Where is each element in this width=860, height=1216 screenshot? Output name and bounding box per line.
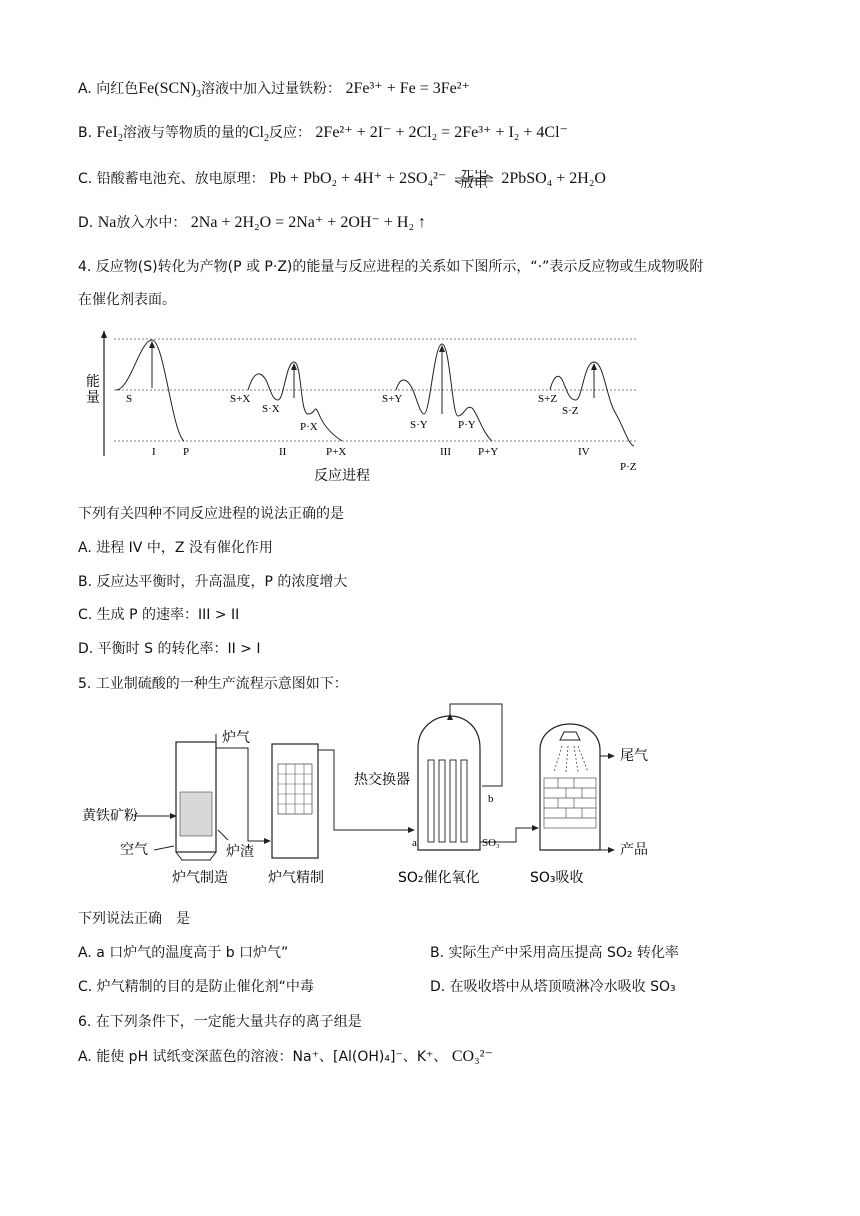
carbonate-ion: CO₃²⁻ [451, 1048, 493, 1065]
label-III: III [440, 446, 451, 458]
q4-option-a: A. 进程 IV 中，Z 没有催化作用 [78, 540, 273, 556]
label-P+Y: P+Y [478, 446, 499, 458]
label-S·X: S·X [262, 403, 280, 415]
stage-furnace-label: 炉气制造 [172, 870, 228, 886]
equation-c-left: Pb + PbO₂ + 4H⁺ + 2SO₄²⁻ [269, 170, 447, 187]
q3-option-d: D. Na放入水中： 2Na + 2H₂O = 2Na⁺ + 2OH⁻ + H₂ ↑ [78, 214, 427, 231]
formula-fei2: FeI$_2$ [96, 124, 123, 145]
label-P: P [183, 446, 190, 458]
equation-a: 2Fe³⁺ + Fe = 3Fe²⁺ [345, 80, 470, 97]
charge-label: 充电 [459, 170, 488, 180]
label-S+X: S+X [230, 393, 251, 405]
label-S: S [126, 393, 133, 405]
heat-exchanger-label: 热交换器 [354, 772, 410, 788]
label-IV: IV [578, 446, 590, 458]
q3-option-b: B. FeI$_2$溶液与等物质的量的$Cl_2$反应： 2Fe²⁺ + 2I⁻ + 2Cl₂ = 2Fe³⁺ + I₂ + 4Cl⁻ [78, 124, 568, 145]
furnace-gas-label: 炉气 [222, 730, 250, 746]
q5-option-d: D. 在吸收塔中从塔顶喷淋冷水吸收 SO₃ [430, 979, 676, 995]
label-S+Z: S+Z [538, 393, 558, 405]
stage-absorb-label: SO₃吸收 [530, 870, 584, 886]
so3-stream-label: SO₃ [482, 837, 500, 849]
tail-gas-label: 尾气 [620, 748, 648, 764]
q5-option-a: A. a 口炉气的温度高于 b 口炉气” [78, 945, 289, 961]
q4-option-b: B. 反应达平衡时，升高温度，P 的浓度增大 [78, 574, 348, 590]
label-S·Z: S·Z [562, 405, 579, 417]
q4-prompt: 下列有关四种不同反应进程的说法正确的是 [78, 506, 344, 522]
q4-stem-line2: 在催化剂表面。 [78, 292, 176, 308]
equation-b: 2Fe²⁺ + 2I⁻ + 2Cl₂ = 2Fe³⁺ + I₂ + 4Cl⁻ [315, 124, 568, 141]
x-axis-label: 反应进程 [314, 468, 370, 484]
pyrite-label: 黄铁矿粉 [82, 808, 138, 824]
energy-profile-figure [80, 322, 650, 491]
q4-option-d: D. 平衡时 S 的转化率：II > I [78, 641, 261, 657]
label-S+Y: S+Y [382, 393, 403, 405]
label-P·Z: P·Z [620, 461, 637, 473]
label-P·Y: P·Y [458, 419, 476, 431]
reversible-arrow [453, 170, 495, 188]
port-b-label: b [488, 793, 494, 805]
q6-stem: 6. 在下列条件下，一定能大量共存的离子组是 [78, 1014, 362, 1030]
label-P·X: P·X [300, 421, 318, 433]
formula-fescn3: $Fe(SCN)_3$ [138, 80, 202, 101]
q5-option-c: C. 炉气精制的目的是防止催化剂“中毒 [78, 979, 314, 995]
q6-option-a: A. 能使 pH 试纸变深蓝色的溶液：Na⁺、[Al(OH)₄]⁻、K⁺、 CO₃²⁻ [78, 1048, 493, 1065]
stage-purify-label: 炉气精制 [268, 870, 324, 886]
slag-label: 炉渣 [226, 844, 254, 860]
q5-option-b: B. 实际生产中采用高压提高 SO₂ 转化率 [430, 945, 679, 961]
q3-option-c: C. 铅酸蓄电池充、放电原理： Pb + PbO₂ + 4H⁺ + 2SO₄²⁻ 充电 放电 2PbSO₄ + 2H₂O [78, 168, 606, 188]
stage-catalytic-label: SO₂催化氧化 [398, 870, 480, 886]
air-label: 空气 [120, 842, 148, 858]
q4-stem-line1: 4. 反应物(S)转化为产物(P 或 P·Z)的能量与反应进程的关系如下图所示，“·”表示反应物或生成物吸附 [78, 259, 704, 275]
q5-stem: 5. 工业制硫酸的一种生产流程示意图如下： [78, 676, 348, 692]
q5-prompt: 下列说法正确 是 [78, 911, 190, 927]
y-label-2: 量 [86, 390, 100, 406]
y-label-1: 能 [86, 374, 100, 390]
label-S·Y: S·Y [410, 419, 428, 431]
q3-option-a: A. 向红色$Fe(SCN)_3$溶液中加入过量铁粉： 2Fe³⁺ + Fe = 3Fe²⁺ [78, 80, 470, 101]
discharge-label: 放电 [459, 176, 488, 188]
formula-cl2: $Cl_2$ [248, 124, 269, 145]
product-label: 产品 [620, 842, 648, 858]
sulfuric-acid-process-figure [78, 700, 678, 900]
q4-option-c: C. 生成 P 的速率：III > II [78, 607, 240, 623]
port-a-label: a [412, 837, 417, 849]
label-P+X: P+X [326, 446, 347, 458]
label-I: I [152, 446, 156, 458]
equation-d: 2Na + 2H₂O = 2Na⁺ + 2OH⁻ + H₂ ↑ [190, 214, 427, 231]
label-II: II [279, 446, 287, 458]
equation-c-right: 2PbSO₄ + 2H₂O [501, 170, 606, 187]
